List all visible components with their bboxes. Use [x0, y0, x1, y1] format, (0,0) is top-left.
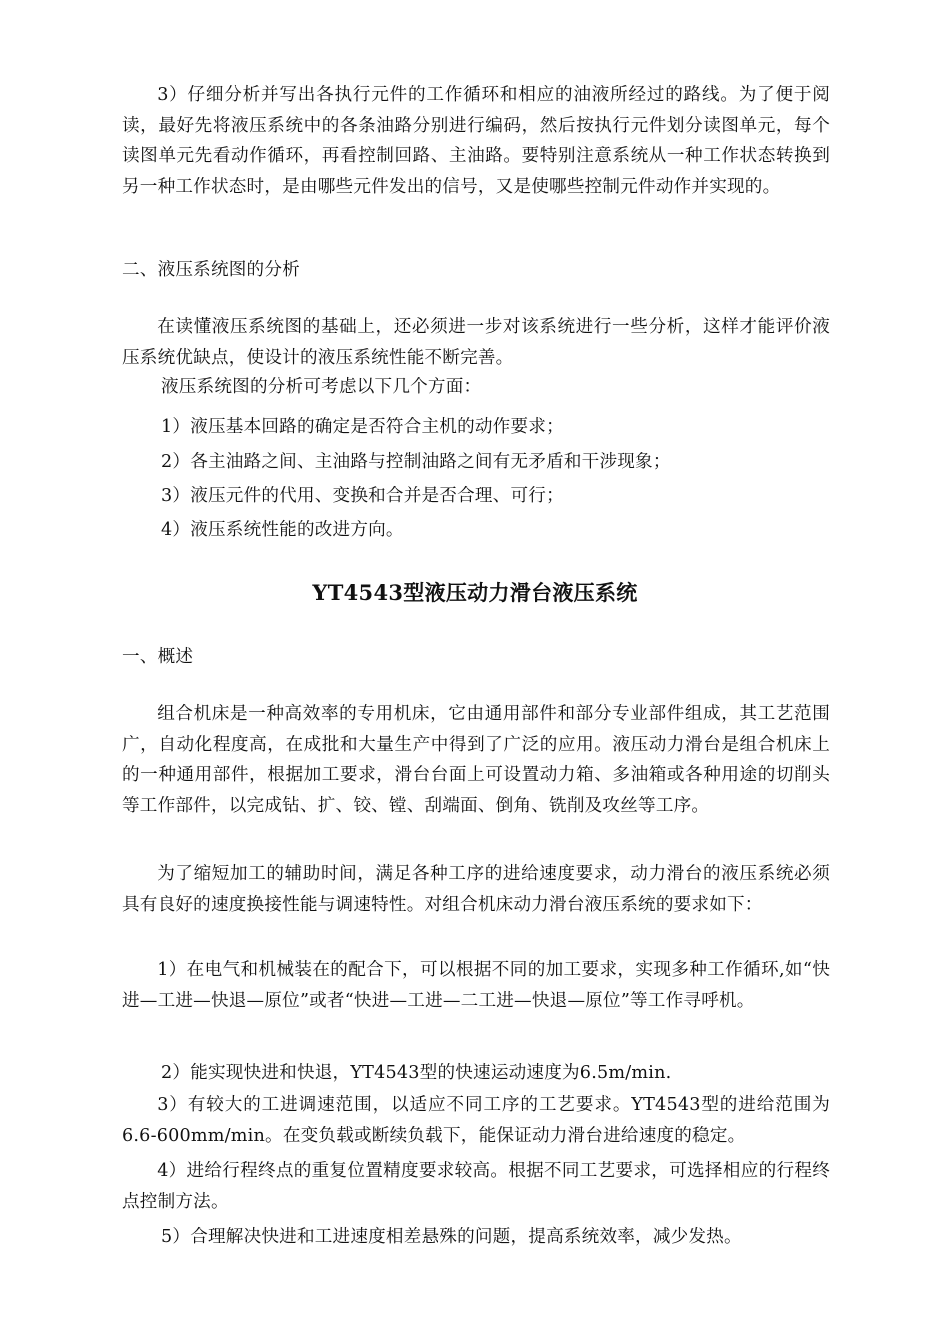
paragraph-read-analysis: 3）仔细分析并写出各执行元件的工作循环和相应的油液所经过的路线。为了便于阅读，最好先将液压系统中的各条油路分别进行编码，然后按执行元件划分读图单元，每个读图单元先看动作循环，再看控制回路、主油路。要特别注意系统从一种工作状态转换到另一种工作状态时，是由哪些元件发出的信号，又是使哪些控制元件动作并实现的。: [122, 85, 830, 197]
title-model: YT4543: [312, 580, 404, 605]
paragraph-analysis-intro: 在读懂液压系统图的基础上，还必须进一步对该系统进行一些分析，这样才能评价液压系统优缺点，使设计的液压系统性能不断完善。: [122, 317, 830, 368]
list-intro: 液压系统图的分析可考虑以下几个方面：: [161, 377, 482, 397]
section-heading-analysis: 二、液压系统图的分析: [122, 260, 300, 280]
paragraph-requirements-intro: 为了缩短加工的辅助时间，满足各种工序的进给速度要求，动力滑台的液压系统必须具有良好的速度换接性能与调速特性。对组合机床动力滑台液压系统的要求如下：: [122, 864, 830, 915]
requirement-5: 5）合理解决快进和工进速度相差悬殊的问题，提高系统效率，减少发热。: [161, 1227, 742, 1247]
list-item-4: 4）液压系统性能的改进方向。: [161, 520, 404, 540]
requirement-1: 1）在电气和机械装在的配合下，可以根据不同的加工要求，实现多种工作循环,如“快进—工进—快退—原位”或者“快进—工进—二工进—快退—原位”等工作寻呼机。: [122, 960, 830, 1011]
requirement-2: 2）能实现快进和快退，YT4543型的快速运动速度为6.5m/min.: [161, 1063, 672, 1083]
list-item-3: 3）液压元件的代用、变换和合并是否合理、可行；: [161, 486, 564, 506]
requirement-3: 3）有较大的工进调速范围，以适应不同工序的工艺要求。YT4543型的进给范围为6.6-600mm/min。在变负载或断续负载下，能保证动力滑台进给速度的稳定。: [122, 1095, 830, 1146]
section-title: [0, 578, 950, 608]
title-rest: 型液压动力滑台液压系统: [403, 580, 638, 605]
list-item-1: 1）液压基本回路的确定是否符合主机的动作要求；: [161, 417, 564, 437]
list-item-2: 2）各主油路之间、主油路与控制油路之间有无矛盾和干涉现象；: [161, 452, 671, 472]
requirement-4: 4）进给行程终点的重复位置精度要求较高。根据不同工艺要求，可选择相应的行程终点控制方法。: [122, 1161, 830, 1212]
paragraph-machine-tool: 组合机床是一种高效率的专用机床，它由通用部件和部分专业部件组成，其工艺范围广，自动化程度高，在成批和大量生产中得到了广泛的应用。液压动力滑台是组合机床上的一种通用部件，根据加工要求，滑台台面上可设置动力箱、多油箱或各种用途的切削头等工作部件，以完成钻、扩、铰、镗、刮端面、倒角、铣削及攻丝等工序。: [122, 704, 830, 816]
section-heading-overview: 一、概述: [122, 647, 194, 667]
